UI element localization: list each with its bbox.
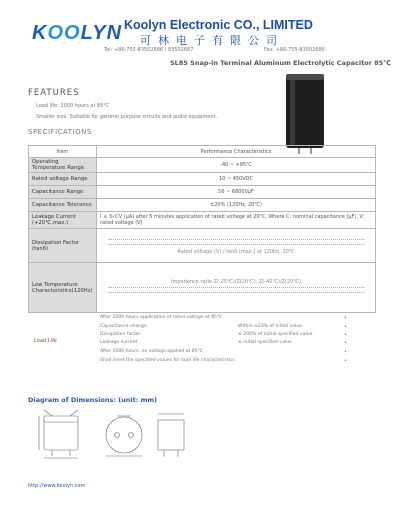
table-row [29,173,376,186]
row-label: Dissipation Factor (tanδ) [29,229,97,263]
bullet-icon: • [344,315,347,321]
tel-text: Tel: +86-755-83502686 / 83502687 [104,47,194,53]
row-label: Leakage Current (+20℃,max.) [29,212,97,229]
column-header-performance: Performance Characteristics [97,146,376,158]
life-line: After 1000 hours, no voltage applied at 85℃ [100,349,203,354]
company-logo: KOOLYN [32,22,123,44]
row-label: Operating Temperature Range [29,158,97,173]
row-label: Capacitance Range [29,186,97,199]
row-value [97,229,376,263]
row-value: 56 ~ 68000μF [97,186,376,199]
table-rule [108,292,364,295]
row-label: Rated voltage Range [29,173,97,186]
row-value [97,263,376,313]
specifications-heading: SPECIFICATIONS [28,128,92,136]
table-row [29,263,376,313]
table-rule [108,239,364,242]
life-line: Dissipation factor [100,332,141,337]
table-rule [108,244,364,247]
bullet-icon: • [344,358,347,364]
series-title: SL85 Snap-in Terminal Aluminum Electrolytic Capacitor 85℃ [170,59,392,67]
row-value: 10 ~ 450VDC [97,173,376,186]
feature-item: Load life: 2000 hours at 85℃ [36,103,110,109]
bullet-icon: • [344,340,347,346]
bullet-icon: • [344,324,347,330]
feature-item: Smaller size. Suitable for general purpose circuits and audio equipment. [36,114,218,120]
page-header [0,0,400,60]
row-label: Capacitance Tolerance [29,199,97,212]
company-name-cn: 可林电子有限公司 [140,34,284,47]
table-header-row [29,146,376,158]
life-value: Within ±20% of initial value [238,324,303,329]
bullet-icon: • [344,349,347,355]
table-rule [108,287,364,290]
table-row [29,199,376,212]
row-value: I ≤ 3√CV (μA) after 5 minutes application of rated voltage at 20℃. Where C: nominal capacitance (μF), V: rated voltage (V) [97,212,376,229]
dimension-diagram [36,406,196,461]
row-value-text: Rated voltage (V) / tanδ (max.) at 120Hz, 20℃ [177,248,295,255]
bullet-icon: • [344,332,347,338]
life-value: ≤ initial specified value [238,340,292,345]
row-value-text: Impedance ratio Z(-25℃)/Z(20℃), Z(-40℃)/Z(20℃) [171,278,301,285]
contact-info [104,47,394,53]
company-name-en: Koolyn Electronic CO., LIMITED [124,18,313,32]
load-life-block [28,313,376,387]
table-row [29,212,376,229]
features-heading: FEATURES [28,88,80,98]
row-label: Low Temperature Characteristics(120Hz) [29,263,97,313]
life-line: Shall meet the specified values for load life characteristics. [100,358,237,363]
website-link[interactable]: http://www.koolyn.com [28,483,86,489]
fax-text: Fax: +86-755-83502686 [264,47,325,53]
life-line: Leakage current [100,340,138,345]
capacitor-photo [284,70,326,154]
life-line: After 2000 hours application of rated voltage at 85℃ [100,315,223,320]
row-value: ±20% (120Hz, 20℃) [97,199,376,212]
table-row [29,158,376,173]
table-row [29,229,376,263]
load-life-label: Load Life [34,338,57,344]
column-header-item: Item [29,146,97,158]
diagram-heading: Diagram of Dimensions: (unit: mm) [28,396,158,404]
specifications-table [28,145,376,313]
row-value: -40 ~ +85℃ [97,158,376,173]
life-line: Capacitance change [100,324,147,329]
table-row [29,186,376,199]
life-value: ≤ 200% of initial specified value [238,332,313,337]
